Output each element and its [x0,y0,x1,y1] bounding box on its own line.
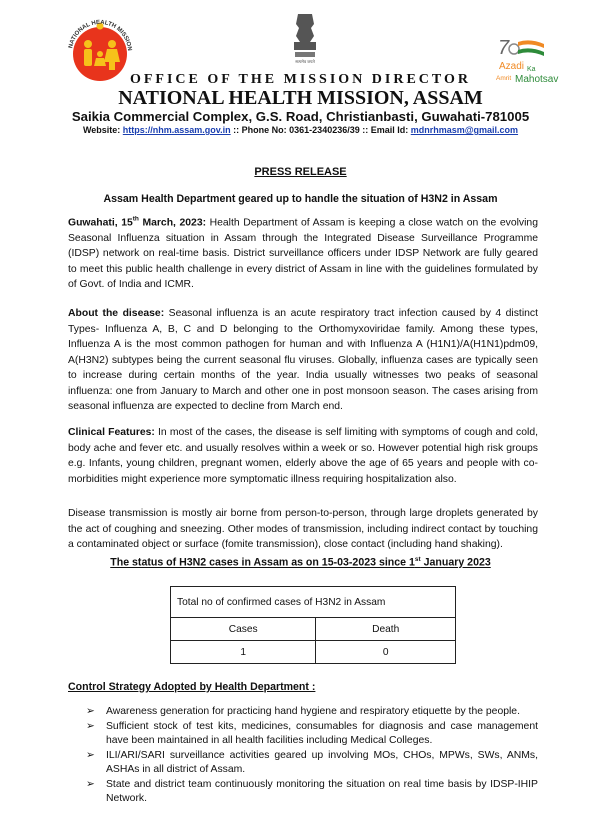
svg-text:Azadi: Azadi [499,61,525,72]
svg-text:NATIONAL HEALTH MISSION: NATIONAL HEALTH MISSION [68,19,133,52]
national-emblem [290,10,320,65]
cases-table [170,586,456,664]
header-death: Death [316,618,456,641]
value-cases: 1 [171,641,316,664]
svg-text:Ka: Ka [527,66,536,73]
control-strategy-list [86,705,538,807]
dateline: Guwahati, 15 [68,217,133,229]
paragraph-intro [68,212,538,293]
list-item-text: Awareness generation for practicing hand hygiene and respiratory etiquette by the people. [106,706,520,717]
about-text: Seasonal influenza is an acute respiratory tract infection caused by 4 distinct Types- Influenza A, B, C and D belonging to the Orthomyxoviridae family. Among these types, Influenza A is the most common pathogen for human and with Influenza A (H1N1)/A(H1N1)pdm09, A(H3N2) subtypes being the current seasonal flu viruses. Globally, influenza cases are typically seen to increase during certain months of the year. India usually witnesses two peaks of seasonal influenza: one from January to March and other one in post monsoon season. The cases arising from seasonal influenza are expected to decline from March end. [68,308,538,412]
dateline-sup: th [132,216,139,223]
table-row [171,587,456,618]
status-title-b: January 2023 [420,556,491,569]
organization-name: NATIONAL HEALTH MISSION, ASSAM [118,87,483,109]
website-label: Website: [82,125,121,135]
list-item [86,778,538,807]
svg-text:7: 7 [498,37,510,59]
arrow-bullet-icon: ➢ [86,720,95,732]
table-caption: Total no of confirmed cases of H3N2 in Assam [171,587,456,618]
email-link[interactable]: mdnrhmasm@gmail.com [410,125,519,135]
svg-text:Amrit: Amrit [496,75,512,82]
clinical-lead: Clinical Features: [68,427,155,438]
clinical-text: In most of the cases, the disease is self limiting with symptoms of cough and cold, body ache and fever etc. and usually resolves within a week or so. However potential high risk groups e.g. Infants, young children, pregnant women, elderly above the age of 65 years and people with co-morbidities might experience more symptomatic illness requiring hospitalization also. [68,427,538,485]
phone: :: Phone No: 0361-2340236/39 :: Email Id: [233,125,409,135]
website-link[interactable]: https://nhm.assam.gov.in [122,125,231,135]
press-release-heading: PRESS RELEASE [254,166,347,178]
list-item [86,720,538,749]
arrow-bullet-icon: ➢ [86,778,95,790]
control-strategy-heading: Control Strategy Adopted by Health Department : [68,681,316,693]
contact-line [0,125,601,135]
table-row [171,618,456,641]
address: Saikia Commercial Complex, G.S. Road, Christianbasti, Guwahati-781005 [71,109,530,124]
status-title [0,556,601,569]
value-death: 0 [316,641,456,664]
svg-text:Mahotsav: Mahotsav [515,74,559,85]
list-item [86,749,538,778]
header-cases: Cases [171,618,316,641]
press-release-title: Assam Health Department geared up to handle the situation of H3N2 in Assam [103,193,498,205]
list-item [86,705,538,720]
office-heading: OFFICE OF THE MISSION DIRECTOR [129,72,471,87]
paragraph-transmission: Disease transmission is mostly air borne from person-to-person, through large droplets generated by the act of coughing and sneezing. Other modes of transmission, including indirect contact by touching a contaminated object or surface (fomite transmission), close contact (including hand shaking). [68,508,538,550]
about-lead: About the disease: [68,308,165,319]
dateline-rest: March, 2023: [138,217,207,229]
arrow-bullet-icon: ➢ [86,749,95,761]
intro-text: Health Department of Assam is keeping a close watch on the evolving Seasonal Influenza situation in Assam through the Integrated Disease Surveillance Programme (IDSP) network on real-time basis. District surveillance officers under IDSP Network are fully geared to meet this public health challenge in every district of Assam in line with the guidelines formulated by of Govt. of India and ICMR. [68,217,538,291]
list-item-text: State and district team continuously monitoring the situation on real time basis by IDSP-IHIP Network. [106,778,538,804]
paragraph-clinical-features [68,425,538,487]
paragraph-about-disease [68,306,538,415]
list-item-text: Sufficient stock of test kits, medicines, consumables for diagnosis and case management have been maintained in all health facilities including Medical Colleges. [106,720,538,746]
table-row [171,641,456,664]
svg-text:सत्यमेव जयते: सत्यमेव जयते [295,59,315,64]
status-title-sup: st [414,556,421,563]
list-item-text: ILI/ARI/SARI surveillance activities geared up involving MOs, CHOs, MPWs, SWs, ANMs, ASHAs in all district of Assam. [106,749,538,775]
status-title-a: The status of H3N2 cases in Assam as on 15-03-2023 since 1 [110,556,415,569]
arrow-bullet-icon: ➢ [86,706,95,717]
